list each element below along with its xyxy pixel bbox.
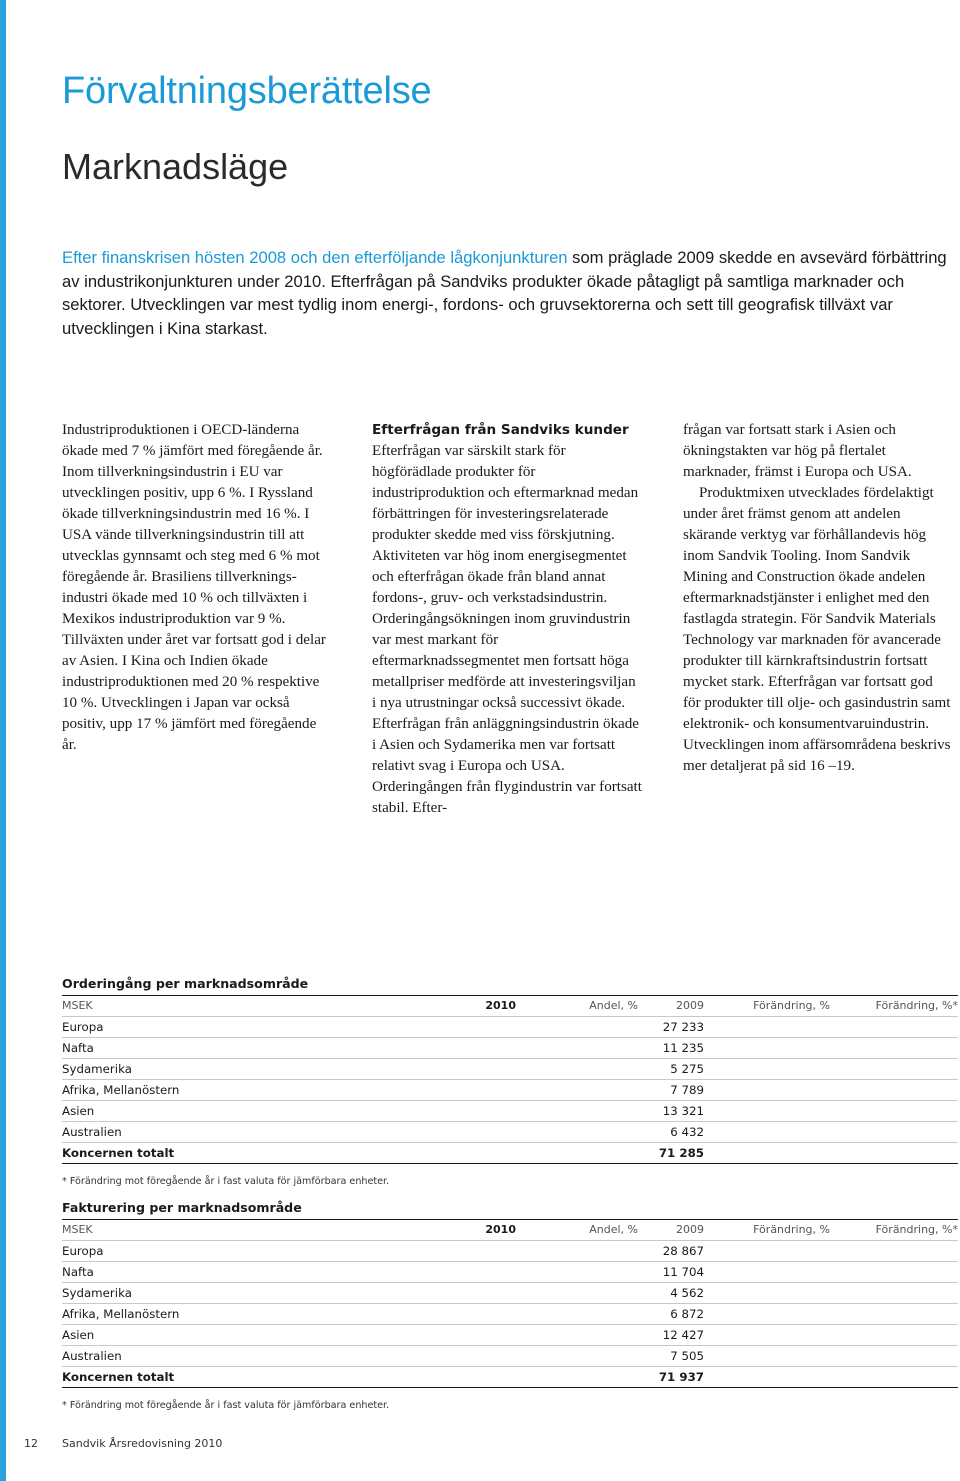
col-header-change-fixed: Förändring, %*	[875, 999, 958, 1012]
intro-lead: Efter finanskrisen hösten 2008 och den efterföljande lågkonjunkturen	[62, 248, 568, 267]
row-value-2009: 28 867	[662, 1244, 704, 1258]
row-label: Asien	[62, 1104, 95, 1118]
table-row	[62, 1080, 958, 1101]
row-label: Afrika, Mellanöstern	[62, 1307, 180, 1321]
column-2-heading: Efterfrågan från Sandviks kunder	[372, 422, 629, 438]
table-row	[62, 1325, 958, 1346]
page-title: Förvaltningsberättelse	[62, 70, 432, 112]
total-value-2009: 71 937	[658, 1370, 704, 1384]
col-header-share: Andel, %	[589, 1223, 638, 1236]
row-value-2009: 7 789	[670, 1083, 704, 1097]
table-row	[62, 1262, 958, 1283]
row-value-2009: 4 562	[670, 1286, 704, 1300]
row-label: Nafta	[62, 1265, 94, 1279]
total-label: Koncernen totalt	[62, 1370, 175, 1384]
row-label: Europa	[62, 1244, 104, 1258]
col-header-change-fixed: Förändring, %*	[875, 1223, 958, 1236]
table-row	[62, 1059, 958, 1080]
col-header-2009: 2009	[676, 1223, 704, 1236]
table-total-row	[62, 1367, 958, 1388]
table-header-row	[62, 996, 958, 1017]
col-header-2010: 2010	[485, 999, 516, 1012]
row-value-2009: 27 233	[662, 1020, 704, 1034]
table-row	[62, 1038, 958, 1059]
table-row	[62, 1017, 958, 1038]
row-label: Asien	[62, 1328, 95, 1342]
col-header-change: Förändring, %	[753, 1223, 830, 1236]
column-3-paragraph-1: frågan var fortsatt stark i Asien och ökningstakten var hög på flertalet marknader, främst i Europa och USA.	[683, 422, 912, 480]
row-label: Sydamerika	[62, 1062, 132, 1076]
col-header-2010: 2010	[485, 1223, 516, 1236]
table-title: Fakturering per marknadsområde	[62, 1200, 302, 1215]
col-header-2009: 2009	[676, 999, 704, 1012]
column-3-paragraph-2: Produktmixen utvecklades fördelaktigt under året främst genom att andelen skärande verktyg var förhållandevis hög inom Sandvik Tooling. Inom Sandvik Mining and Construction ökade andelen eftermarknadstjänster i enlighet med den fastlagda strategin. För Sandvik Materials Technology var marknaden för avancerade produkter till kärnkraftsindustrin fortsatt mycket stark. Efterfrågan var fortsatt god för produkter till olje- och gasindustrin samt elektronik- och konsumentvaruindustrin. Utvecklingen inom affärsområdena beskrivs mer detaljerat på sid 16 –19.	[683, 485, 951, 774]
text-column-3	[683, 420, 953, 777]
table-total-row	[62, 1143, 958, 1164]
row-label: Australien	[62, 1349, 122, 1363]
row-value-2009: 11 235	[662, 1041, 704, 1055]
table-row	[62, 1122, 958, 1143]
column-1-paragraph: Industriproduktionen i OECD-länderna ökade med 7 % jämfört med föregående år. Inom tillverkningsindustrin i EU var utvecklingen positiv, upp 6 %. I Ryssland ökade tillverkningsindustrin med 16 %. I USA vände tillverkningsindustrin till att utvecklas gynnsamt och steg med 6 % mot föregående år. Brasiliens tillverkningsindustri ökade med 10 % och tillväxten i Mexikos industriproduktion var 9 %. Tillväxten under året var fortsatt god i delar av Asien. I Kina och Indien ökade industriproduktionen med 20 % respektive 10 %. Utvecklingen i Japan var också positiv, upp 17 % jämfört med föregående år.	[62, 422, 326, 753]
table-row	[62, 1346, 958, 1367]
row-label: Nafta	[62, 1041, 94, 1055]
table-footnote: * Förändring mot föregående år i fast valuta för jämförbara enheter.	[62, 1400, 390, 1411]
row-value-2009: 5 275	[670, 1062, 704, 1076]
table-header-row	[62, 1220, 958, 1241]
text-column-2	[372, 420, 642, 819]
row-label: Australien	[62, 1125, 122, 1139]
row-value-2009: 7 505	[670, 1349, 704, 1363]
intro-paragraph	[62, 246, 954, 340]
col-header-msek: MSEK	[62, 999, 93, 1012]
table-row	[62, 1283, 958, 1304]
table-row	[62, 1101, 958, 1122]
left-accent-rule	[0, 0, 6, 1481]
row-value-2009: 6 432	[670, 1125, 704, 1139]
section-title: Marknadsläge	[62, 146, 289, 187]
total-label: Koncernen totalt	[62, 1146, 175, 1160]
invoicing-table	[62, 1199, 958, 1411]
table-footnote: * Förändring mot föregående år i fast valuta för jämförbara enheter.	[62, 1176, 390, 1187]
row-value-2009: 6 872	[670, 1307, 704, 1321]
page-number: 12	[24, 1437, 38, 1450]
row-label: Afrika, Mellanöstern	[62, 1083, 180, 1097]
table-title: Orderingång per marknadsområde	[62, 976, 309, 991]
order-intake-table	[62, 975, 958, 1187]
row-label: Europa	[62, 1020, 104, 1034]
row-value-2009: 12 427	[662, 1328, 704, 1342]
text-column-1	[62, 420, 332, 756]
table-row	[62, 1241, 958, 1262]
col-header-change: Förändring, %	[753, 999, 830, 1012]
row-value-2009: 11 704	[662, 1265, 704, 1279]
row-label: Sydamerika	[62, 1286, 132, 1300]
row-value-2009: 13 321	[662, 1104, 704, 1118]
table-row	[62, 1304, 958, 1325]
col-header-share: Andel, %	[589, 999, 638, 1012]
publication-name: Sandvik Årsredovisning 2010	[62, 1437, 223, 1450]
intro-rest: som präglade 2009 skedde en avsevärd förbättring av industrikonjunkturen under 2010. Efterfrågan på Sandviks produkter ökade påtagligt på samtliga marknader och sektorer. Utvecklingen var mest tydlig inom energi-, fordons- och gruvsektorerna och sett till geografisk tillväxt var utvecklingen i Kina starkast.	[62, 248, 947, 338]
col-header-msek: MSEK	[62, 1223, 93, 1236]
total-value-2009: 71 285	[658, 1146, 704, 1160]
column-2-paragraph: Efterfrågan var särskilt stark för högförädlade produkter för industriproduktion och eftermarknad medan förbättringen för investeringsrelaterade produkter skedde med viss förskjutning. Aktiviteten var hög inom energisegmentet och efterfrågan ökade från bland annat fordons-, gruv- och verkstadsindustrin. Orderingångsökningen inom gruvindustrin var mest markant för eftermarknadssegmentet men fortsatt höga metallpriser medförde att investeringsviljan i nya utrustningar också successivt ökade. Efterfrågan från anläggningsindustrin ökade i Asien och Sydamerika men var fortsatt relativt svag i Europa och USA. Orderingången från flygindustrin var fortsatt stabil. Efter-	[372, 443, 642, 816]
